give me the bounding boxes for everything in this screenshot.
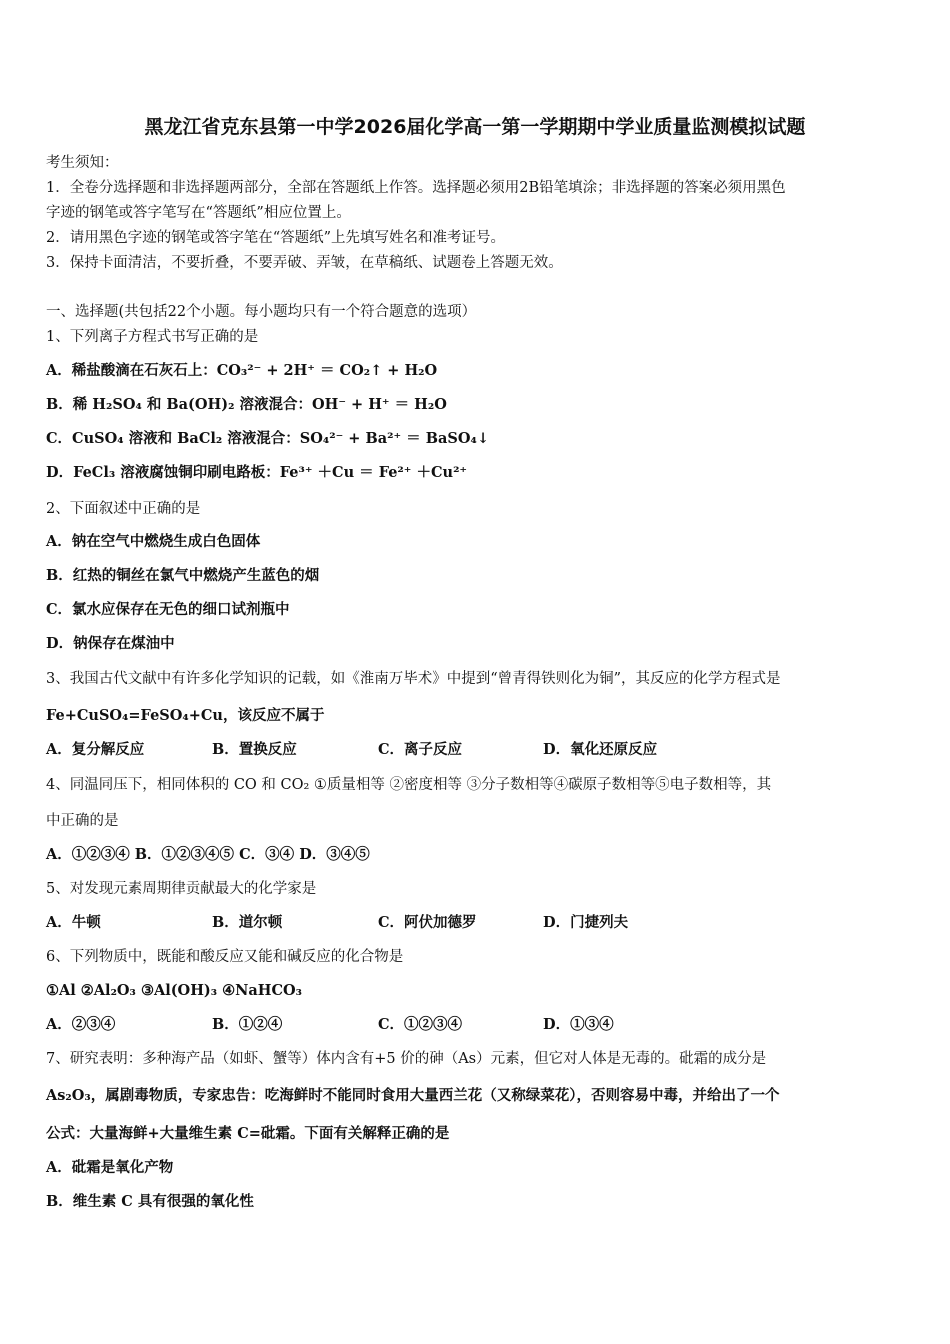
notice-item: 3．保持卡面清洁，不要折叠，不要弄破、弄皱，在草稿纸、试题卷上答题无效。: [46, 255, 563, 271]
question-stem: 6、下列物质中，既能和酸反应又能和碱反应的化合物是: [46, 949, 404, 965]
notice-heading: 考生须知：: [46, 155, 119, 171]
question-stem: 1、下列离子方程式书写正确的是: [46, 329, 259, 345]
option-b: B．维生素 C 具有很强的氧化性: [46, 1193, 254, 1210]
question-items: ①Al ②Al₂O₃ ③Al(OH)₃ ④NaHCO₃: [46, 982, 303, 999]
page-title: 黑龙江省克东县第一中学2026届化学高一第一学期期中学业质量监测模拟试题: [144, 116, 806, 138]
question-stem: 5、对发现元素周期律贡献最大的化学家是: [46, 881, 317, 897]
option-a: A．复分解反应: [46, 741, 145, 758]
option-c: C．CuSO₄ 溶液和 BaCl₂ 溶液混合：SO₄²⁻ + Ba²⁺ ＝ BaSO₄↓: [46, 430, 489, 447]
option-a: A．牛顿: [46, 914, 101, 931]
question-stem-cont: 中正确的是: [46, 813, 119, 829]
option-a: A．稀盐酸滴在石灰石上：CO₃²⁻ + 2H⁺ ＝ CO₂↑ + H₂O: [46, 362, 438, 379]
question-stem-cont: As₂O₃，属剧毒物质，专家忠告：吃海鲜时不能同时食用大量西兰花（又称绿菜花），否则容易中毒，并给出了一个: [46, 1087, 780, 1104]
notice-item: 字迹的钢笔或答字笔写在“答题纸”相应位置上。: [46, 205, 351, 221]
notice-item: 2．请用黑色字迹的钢笔或答字笔在“答题纸”上先填写姓名和准考证号。: [46, 230, 506, 246]
option-d: D．①③④: [543, 1016, 614, 1033]
option-d: D．FeCl₃ 溶液腐蚀铜印刷电路板：Fe³⁺ ＋Cu ＝ Fe²⁺ ＋Cu²⁺: [46, 464, 468, 481]
option-d: D．钠保存在煤油中: [46, 635, 175, 652]
option-c: C．①②③④: [378, 1016, 463, 1033]
section-heading: 一、选择题(共包括22个小题。每小题均只有一个符合题意的选项）: [46, 304, 477, 320]
option-b: B．红热的铜丝在氯气中燃烧产生蓝色的烟: [46, 567, 320, 584]
option-b: B．置换反应: [212, 741, 297, 758]
question-stem: 3、我国古代文献中有许多化学知识的记载，如《淮南万毕术》中提到“曾青得铁则化为铜”，其反应的化学方程式是: [46, 671, 781, 687]
question-stem-cont: Fe+CuSO₄=FeSO₄+Cu，该反应不属于: [46, 707, 325, 724]
question-stem-cont: 公式：大量海鲜+大量维生素 C=砒霜。下面有关解释正确的是: [46, 1125, 450, 1142]
option-b: B．稀 H₂SO₄ 和 Ba(OH)₂ 溶液混合：OH⁻ + H⁺ ＝ H₂O: [46, 396, 447, 413]
option-c: C．氯水应保存在无色的细口试剂瓶中: [46, 601, 290, 618]
option-c: C．离子反应: [378, 741, 463, 758]
option-d: D．氧化还原反应: [543, 741, 658, 758]
option-a: A．②③④: [46, 1016, 116, 1033]
option-c: C．阿伏加德罗: [378, 914, 477, 931]
option-a: A．砒霜是氧化产物: [46, 1159, 174, 1176]
notice-item: 1．全卷分选择题和非选择题两部分，全部在答题纸上作答。选择题必须用2B铅笔填涂；非选择题的答案必须用黑色: [46, 180, 786, 196]
question-stem: 2、下面叙述中正确的是: [46, 501, 201, 517]
option-b: B．道尔顿: [212, 914, 283, 931]
option-row: A．①②③④ B．①②③④⑤ C．③④ D．③④⑤: [46, 846, 370, 863]
option-a: A．钠在空气中燃烧生成白色固体: [46, 533, 261, 550]
question-stem: 4、同温同压下，相同体积的 CO 和 CO₂ ①质量相等 ②密度相等 ③分子数相等④碳原子数相等⑤电子数相等，其: [46, 777, 772, 793]
option-b: B．①②④: [212, 1016, 283, 1033]
question-stem: 7、研究表明：多种海产品（如虾、蟹等）体内含有+5 价的砷（As）元素，但它对人体是无毒的。砒霜的成分是: [46, 1051, 767, 1067]
option-d: D．门捷列夫: [543, 914, 629, 931]
